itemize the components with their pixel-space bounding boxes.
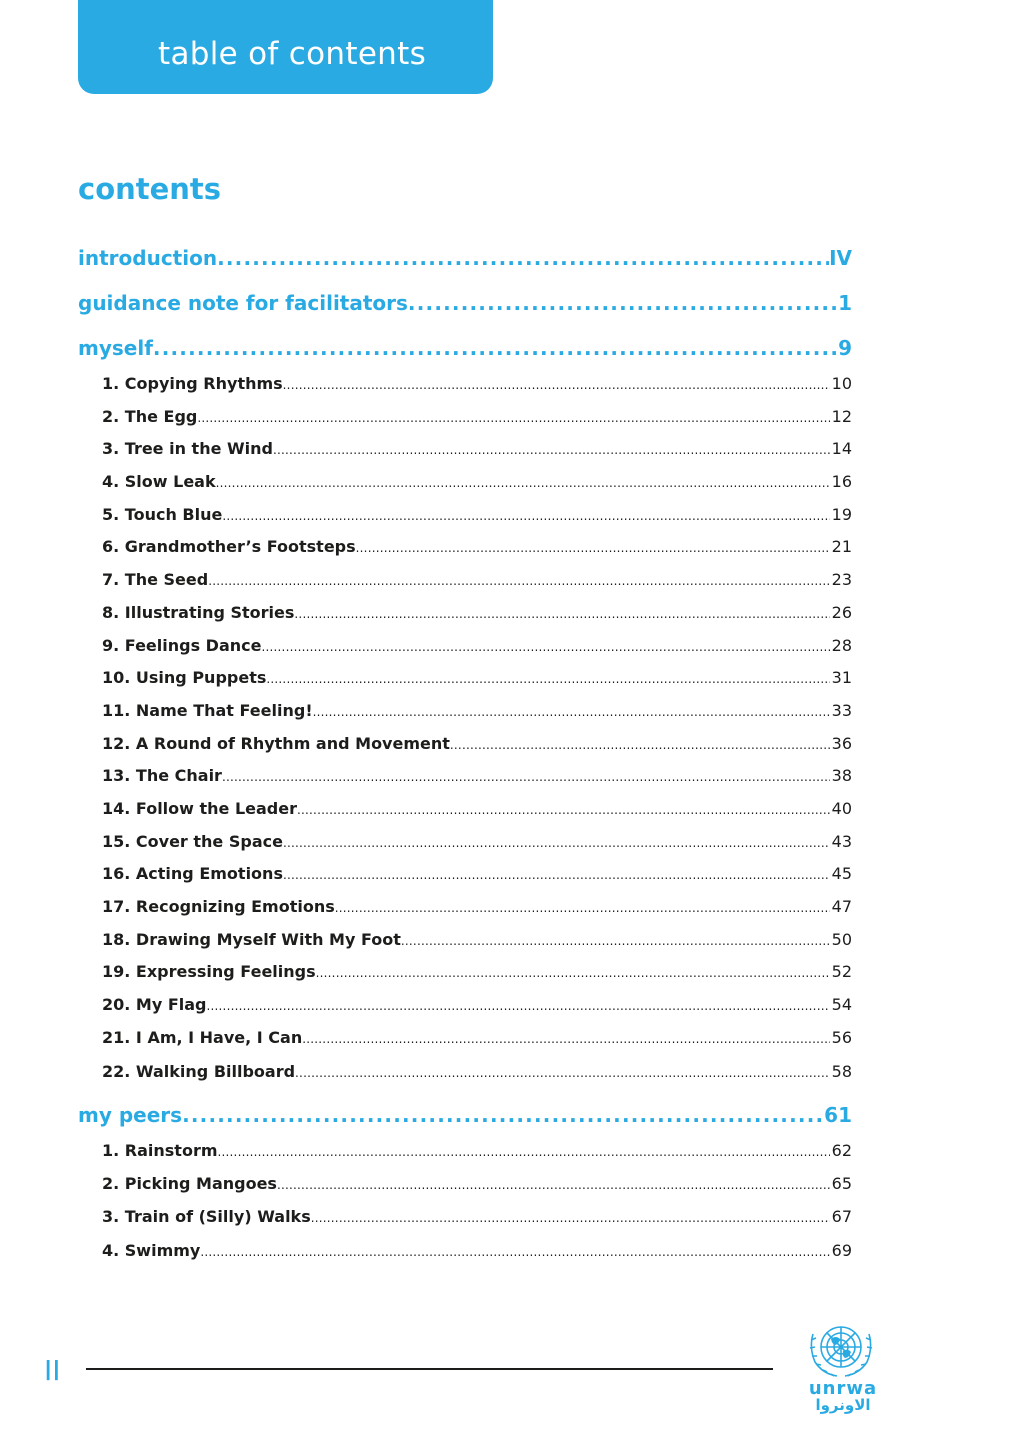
toc-item[interactable]: 4. Swimmy ..... 69 [102,1241,852,1263]
toc-item[interactable]: 11. Name That Feeling! ..... 33 [102,701,852,723]
toc-item[interactable]: 9. Feelings Dance ..... 28 [102,636,852,658]
toc-item[interactable]: 20. My Flag ..... 54 [102,995,852,1017]
toc-section-my-peers[interactable]: my peers ..... 61 [78,1103,852,1129]
banner-title: table of contents [158,36,427,72]
toc-item[interactable]: 3. Tree in the Wind ..... 14 [102,439,852,461]
page-number: II [44,1354,61,1387]
toc-item[interactable]: 21. I Am, I Have, I Can ..... 56 [102,1028,852,1050]
toc-item[interactable]: 6. Grandmother’s Footsteps ..... 21 [102,537,852,559]
toc-section-guidance-note[interactable]: guidance note for facilitators ..... 1 [78,291,852,317]
toc-item[interactable]: 22. Walking Billboard ..... 58 [102,1062,852,1084]
dot-leader [182,1103,824,1127]
toc-item[interactable]: 14. Follow the Leader ..... 40 [102,799,852,821]
dot-leader [408,291,838,315]
toc-item[interactable]: 8. Illustrating Stories ..... 26 [102,603,852,625]
toc-item[interactable]: 10. Using Puppets ..... 31 [102,668,852,690]
page-title: contents [78,172,222,206]
toc-section-myself[interactable]: myself ..... 9 [78,336,852,362]
toc-item[interactable]: 3. Train of (Silly) Walks ..... 67 [102,1207,852,1229]
toc-section-introduction[interactable]: introduction ..... IV [78,246,852,272]
toc-item[interactable]: 15. Cover the Space ..... 43 [102,832,852,854]
toc-item[interactable]: 16. Acting Emotions ..... 45 [102,864,852,886]
toc-item[interactable]: 12. A Round of Rhythm and Movement ..... 36 [102,734,852,756]
footer-rule [86,1368,773,1370]
dot-leader [217,246,829,270]
toc-item[interactable]: 17. Recognizing Emotions ..... 47 [102,897,852,919]
header-banner [78,0,493,94]
dot-leader [153,336,838,360]
toc-item[interactable]: 5. Touch Blue ..... 19 [102,505,852,527]
logo-text-arabic: الاونروا [815,1396,871,1414]
toc-item[interactable]: 13. The Chair ..... 38 [102,766,852,788]
toc-item[interactable]: 2. The Egg ..... 12 [102,407,852,429]
logo-text-english: unrwa [808,1378,878,1399]
toc-item[interactable]: 4. Slow Leak ..... 16 [102,472,852,494]
toc-item[interactable]: 1. Rainstorm ..... 62 [102,1141,852,1163]
toc-item[interactable]: 1. Copying Rhythms ..... 10 [102,374,852,396]
toc-item[interactable]: 18. Drawing Myself With My Foot ..... 50 [102,930,852,952]
toc-item[interactable]: 2. Picking Mangoes ..... 65 [102,1174,852,1196]
toc-item[interactable]: 19. Expressing Feelings ..... 52 [102,962,852,984]
toc-item[interactable]: 7. The Seed ..... 23 [102,570,852,592]
